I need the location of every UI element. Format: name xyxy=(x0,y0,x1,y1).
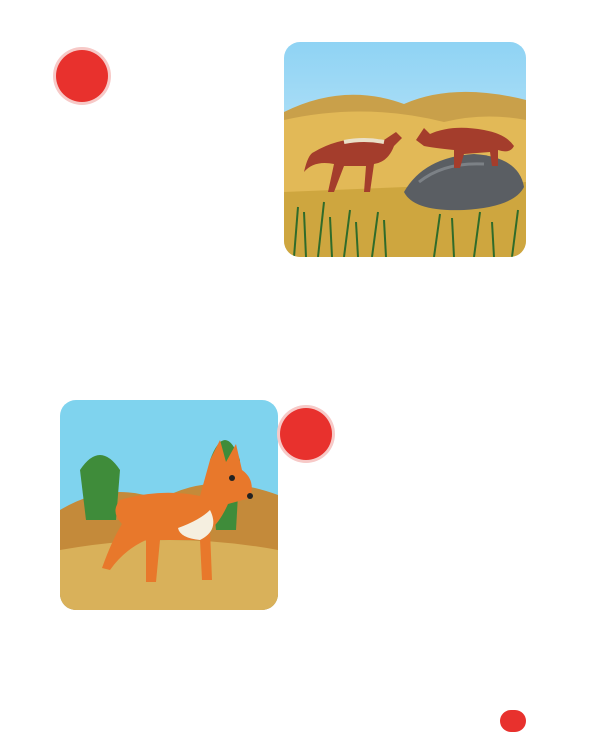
book-page xyxy=(14,10,574,745)
dingo-illustration xyxy=(60,400,278,610)
section-number-badge xyxy=(56,50,108,102)
section-number-badge xyxy=(280,408,332,460)
page-number xyxy=(500,710,526,732)
jackals-illustration xyxy=(284,42,526,257)
